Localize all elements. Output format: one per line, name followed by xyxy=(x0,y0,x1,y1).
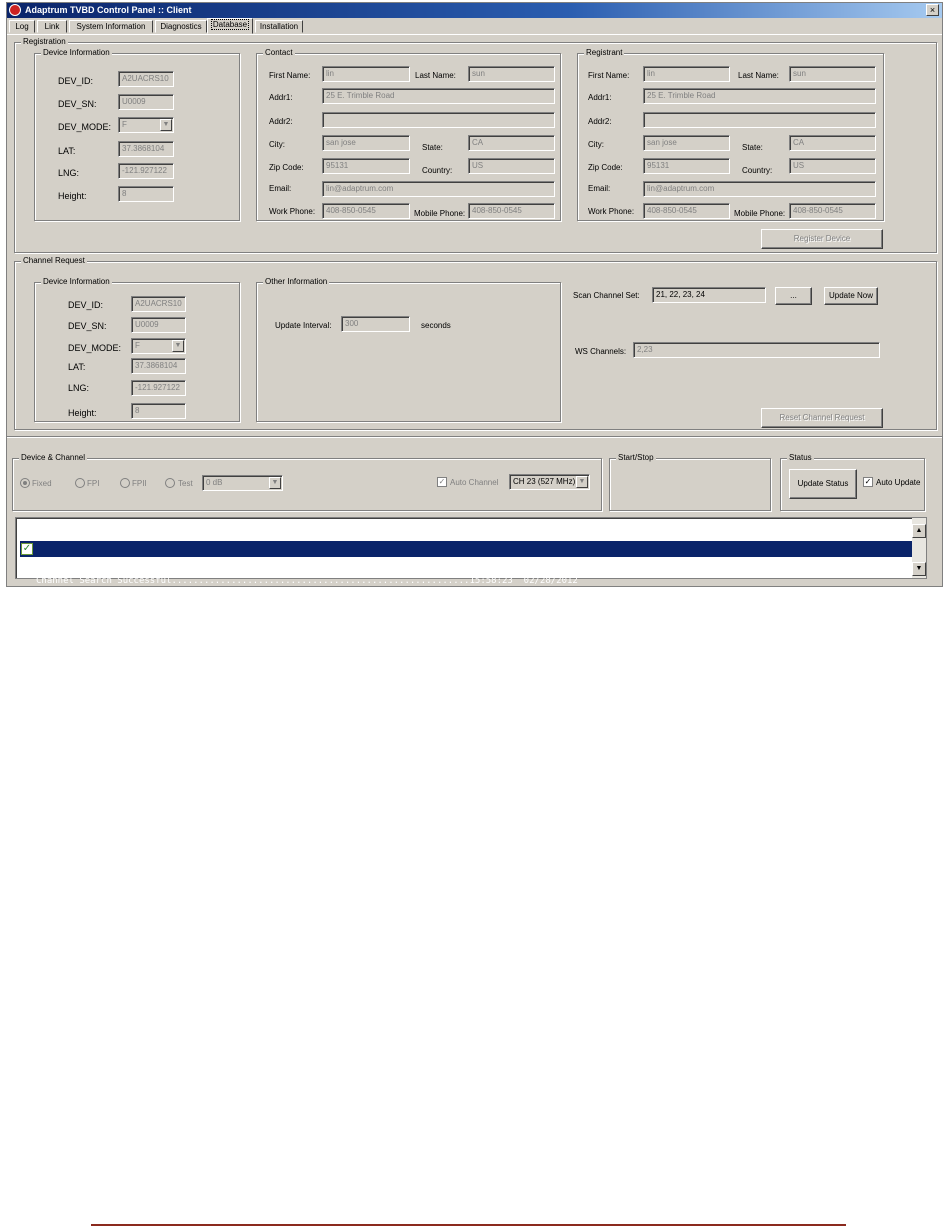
tab-log[interactable]: Log xyxy=(9,20,35,33)
contact-zip-label: Zip Code: xyxy=(269,163,304,172)
registrant-work-phone-label: Work Phone: xyxy=(588,207,635,216)
tab-body-edge xyxy=(7,34,942,35)
app-icon xyxy=(9,4,21,16)
reg-dev-sn-field[interactable]: U0009 xyxy=(118,94,174,110)
reg-dev-id-field[interactable]: A2UACRS10 xyxy=(118,71,174,87)
registration-title: Registration xyxy=(23,37,66,46)
status-group xyxy=(780,453,925,511)
cr-height-label: Height: xyxy=(68,408,97,418)
registrant-last-name-label: Last Name: xyxy=(738,71,779,80)
other-information-group xyxy=(256,277,561,422)
scan-channel-set-label: Scan Channel Set: xyxy=(573,291,640,300)
contact-first-name-field[interactable]: lin xyxy=(322,66,410,82)
ws-channels-field[interactable]: 2,23 xyxy=(633,342,880,358)
registrant-country-label: Country: xyxy=(742,166,773,175)
cr-device-information-title: Device Information xyxy=(43,277,110,286)
registrant-city-label: City: xyxy=(588,140,604,149)
reg-height-field[interactable]: 8 xyxy=(118,186,174,202)
tab-link[interactable]: Link xyxy=(37,20,67,33)
checkmark-icon: ✓ xyxy=(864,477,872,486)
panel-separator xyxy=(7,436,942,438)
vertical-scrollbar[interactable] xyxy=(912,518,926,578)
tab-database[interactable]: Database xyxy=(207,18,253,34)
radio-test-label: Test xyxy=(178,479,193,488)
update-interval-field[interactable]: 300 xyxy=(341,316,410,332)
registrant-zip-field[interactable]: 95131 xyxy=(643,158,730,174)
contact-zip-field[interactable]: 95131 xyxy=(322,158,410,174)
cr-lat-field[interactable]: 37.3868104 xyxy=(131,358,186,374)
registrant-addr2-label: Addr2: xyxy=(588,117,612,126)
channel-request-title: Channel Request xyxy=(23,256,85,265)
contact-work-phone-field[interactable]: 408-850-0545 xyxy=(322,203,410,219)
chevron-down-icon[interactable]: ▼ xyxy=(576,476,588,488)
cr-dev-sn-label: DEV_SN: xyxy=(68,321,107,331)
registrant-first-name-label: First Name: xyxy=(588,71,630,80)
registrant-group xyxy=(577,48,884,221)
radio-fpii-label: FPII xyxy=(132,479,147,488)
registrant-addr1-label: Addr1: xyxy=(588,93,612,102)
tab-diagnostics[interactable]: Diagnostics xyxy=(155,20,207,33)
close-button[interactable]: × xyxy=(926,4,939,16)
contact-first-name-label: First Name: xyxy=(269,71,311,80)
auto-channel-checkbox[interactable] xyxy=(437,477,447,487)
contact-addr1-label: Addr1: xyxy=(269,93,293,102)
registrant-addr2-field[interactable] xyxy=(643,112,876,128)
update-interval-label: Update Interval: xyxy=(275,321,332,330)
reg-lng-field[interactable]: -121.927122 xyxy=(118,163,174,179)
radio-fpii[interactable] xyxy=(120,478,130,488)
seconds-label: seconds xyxy=(421,321,451,330)
reg-lat-label: LAT: xyxy=(58,146,76,156)
reg-height-label: Height: xyxy=(58,191,87,201)
power-select[interactable] xyxy=(202,475,283,491)
cr-dev-mode-select[interactable] xyxy=(131,338,186,354)
reg-dev-sn-label: DEV_SN: xyxy=(58,99,97,109)
title-bar[interactable] xyxy=(7,3,942,18)
reg-dev-mode-select[interactable] xyxy=(118,117,174,133)
ws-channels-label: WS Channels: xyxy=(575,347,627,356)
contact-addr2-label: Addr2: xyxy=(269,117,293,126)
device-channel-title: Device & Channel xyxy=(21,453,86,462)
registrant-title: Registrant xyxy=(586,48,623,57)
scroll-up-icon[interactable]: ▲ xyxy=(912,524,926,538)
cr-dev-id-label: DEV_ID: xyxy=(68,300,104,310)
registrant-state-label: State: xyxy=(742,143,763,152)
registrant-addr1-field[interactable]: 25 E. Trimble Road xyxy=(643,88,876,104)
scroll-down-icon[interactable]: ▼ xyxy=(912,562,926,576)
contact-last-name-field[interactable]: sun xyxy=(468,66,555,82)
registrant-last-name-field[interactable]: sun xyxy=(789,66,876,82)
auto-channel-label: Auto Channel xyxy=(450,478,499,487)
contact-mobile-phone-field[interactable]: 408-850-0545 xyxy=(468,203,555,219)
contact-addr1-field[interactable]: 25 E. Trimble Road xyxy=(322,88,555,104)
auto-update-label: Auto Update xyxy=(876,478,921,487)
registrant-country-field[interactable]: US xyxy=(789,158,876,174)
tab-system-information[interactable]: System Information xyxy=(69,20,153,33)
power-value: 0 dB xyxy=(206,478,223,487)
contact-email-field[interactable]: lin@adaptrum.com xyxy=(322,181,555,197)
cr-lng-label: LNG: xyxy=(68,383,90,393)
registrant-first-name-field[interactable]: lin xyxy=(643,66,730,82)
other-information-title: Other Information xyxy=(265,277,328,286)
cr-lat-label: LAT: xyxy=(68,362,86,372)
contact-country-label: Country: xyxy=(422,166,453,175)
success-check-icon: ✓ xyxy=(22,543,32,554)
contact-state-field[interactable]: CA xyxy=(468,135,555,151)
list-item[interactable] xyxy=(20,541,913,586)
chevron-down-icon[interactable]: ▼ xyxy=(172,340,184,352)
reset-channel-request-button[interactable]: Reset Channel Request xyxy=(761,408,883,428)
cr-device-information-group xyxy=(34,277,240,422)
registrant-email-field[interactable]: lin@adaptrum.com xyxy=(643,181,876,197)
reg-lat-field[interactable]: 37.3868104 xyxy=(118,141,174,157)
reg-dev-mode-value: F xyxy=(122,120,127,129)
radio-fpi[interactable] xyxy=(75,478,85,488)
device-channel-group xyxy=(12,453,602,511)
reg-dev-mode-label: DEV_MODE: xyxy=(58,122,112,132)
app-window xyxy=(6,2,943,587)
browse-channels-button[interactable]: ... xyxy=(775,287,812,305)
contact-city-field[interactable]: san jose xyxy=(322,135,410,151)
contact-mobile-phone-label: Mobile Phone: xyxy=(414,209,466,218)
cr-lng-field[interactable]: -121.927122 xyxy=(131,380,186,396)
registration-group xyxy=(14,37,937,253)
radio-fpi-label: FPI xyxy=(87,479,100,488)
contact-city-label: City: xyxy=(269,140,285,149)
registrant-work-phone-field[interactable]: 408-850-0545 xyxy=(643,203,730,219)
cr-dev-mode-value: F xyxy=(135,341,140,350)
registrant-mobile-phone-field[interactable]: 408-850-0545 xyxy=(789,203,876,219)
reg-lng-label: LNG: xyxy=(58,168,80,178)
window-title: Adaptrum TVBD Control Panel :: Client xyxy=(25,5,192,15)
log-list[interactable] xyxy=(15,517,927,586)
contact-last-name-label: Last Name: xyxy=(415,71,456,80)
reg-device-information-group xyxy=(34,48,240,221)
page-footer-rule xyxy=(91,1224,846,1226)
register-device-button[interactable]: Register Device xyxy=(761,229,883,249)
registrant-city-field[interactable]: san jose xyxy=(643,135,730,151)
channel-value: CH 23 (527 MHz) xyxy=(513,477,576,486)
cr-dev-id-field[interactable]: A2UACRS10 xyxy=(131,296,186,312)
chevron-down-icon[interactable]: ▼ xyxy=(160,119,172,131)
scan-channel-set-field[interactable]: 21, 22, 23, 24 xyxy=(652,287,766,303)
reg-dev-id-label: DEV_ID: xyxy=(58,76,94,86)
contact-work-phone-label: Work Phone: xyxy=(269,207,316,216)
radio-test[interactable] xyxy=(165,478,175,488)
contact-country-field[interactable]: US xyxy=(468,158,555,174)
start-stop-title: Start/Stop xyxy=(618,453,654,462)
contact-addr2-field[interactable] xyxy=(322,112,555,128)
contact-state-label: State: xyxy=(422,143,443,152)
radio-fixed-label: Fixed xyxy=(32,479,52,488)
status-title: Status xyxy=(789,453,812,462)
cr-dev-mode-label: DEV_MODE: xyxy=(68,343,122,353)
cr-dev-sn-field[interactable]: U0009 xyxy=(131,317,186,333)
auto-update-checkbox[interactable] xyxy=(863,477,873,487)
cr-height-field[interactable]: 8 xyxy=(131,403,186,419)
contact-title: Contact xyxy=(265,48,293,57)
registrant-state-field[interactable]: CA xyxy=(789,135,876,151)
checkmark-icon: ✓ xyxy=(438,477,446,486)
registrant-mobile-phone-label: Mobile Phone: xyxy=(734,209,786,218)
reg-device-information-title: Device Information xyxy=(43,48,110,57)
registrant-email-label: Email: xyxy=(588,184,611,193)
update-now-button[interactable]: Update Now xyxy=(824,287,878,305)
channel-request-group xyxy=(14,256,937,430)
registrant-zip-label: Zip Code: xyxy=(588,163,623,172)
channel-select[interactable] xyxy=(509,474,590,490)
contact-group xyxy=(256,48,561,221)
list-item[interactable] xyxy=(20,522,913,538)
chevron-down-icon[interactable]: ▼ xyxy=(269,477,281,489)
update-status-button[interactable]: Update Status xyxy=(789,469,857,499)
log-line-text: Channel Search Successful.......................................................15:58:23 02/28/2012 xyxy=(36,576,578,586)
tab-installation[interactable]: Installation xyxy=(255,20,303,33)
start-stop-group xyxy=(609,453,771,511)
contact-email-label: Email: xyxy=(269,184,292,193)
radio-fixed[interactable] xyxy=(20,478,30,488)
